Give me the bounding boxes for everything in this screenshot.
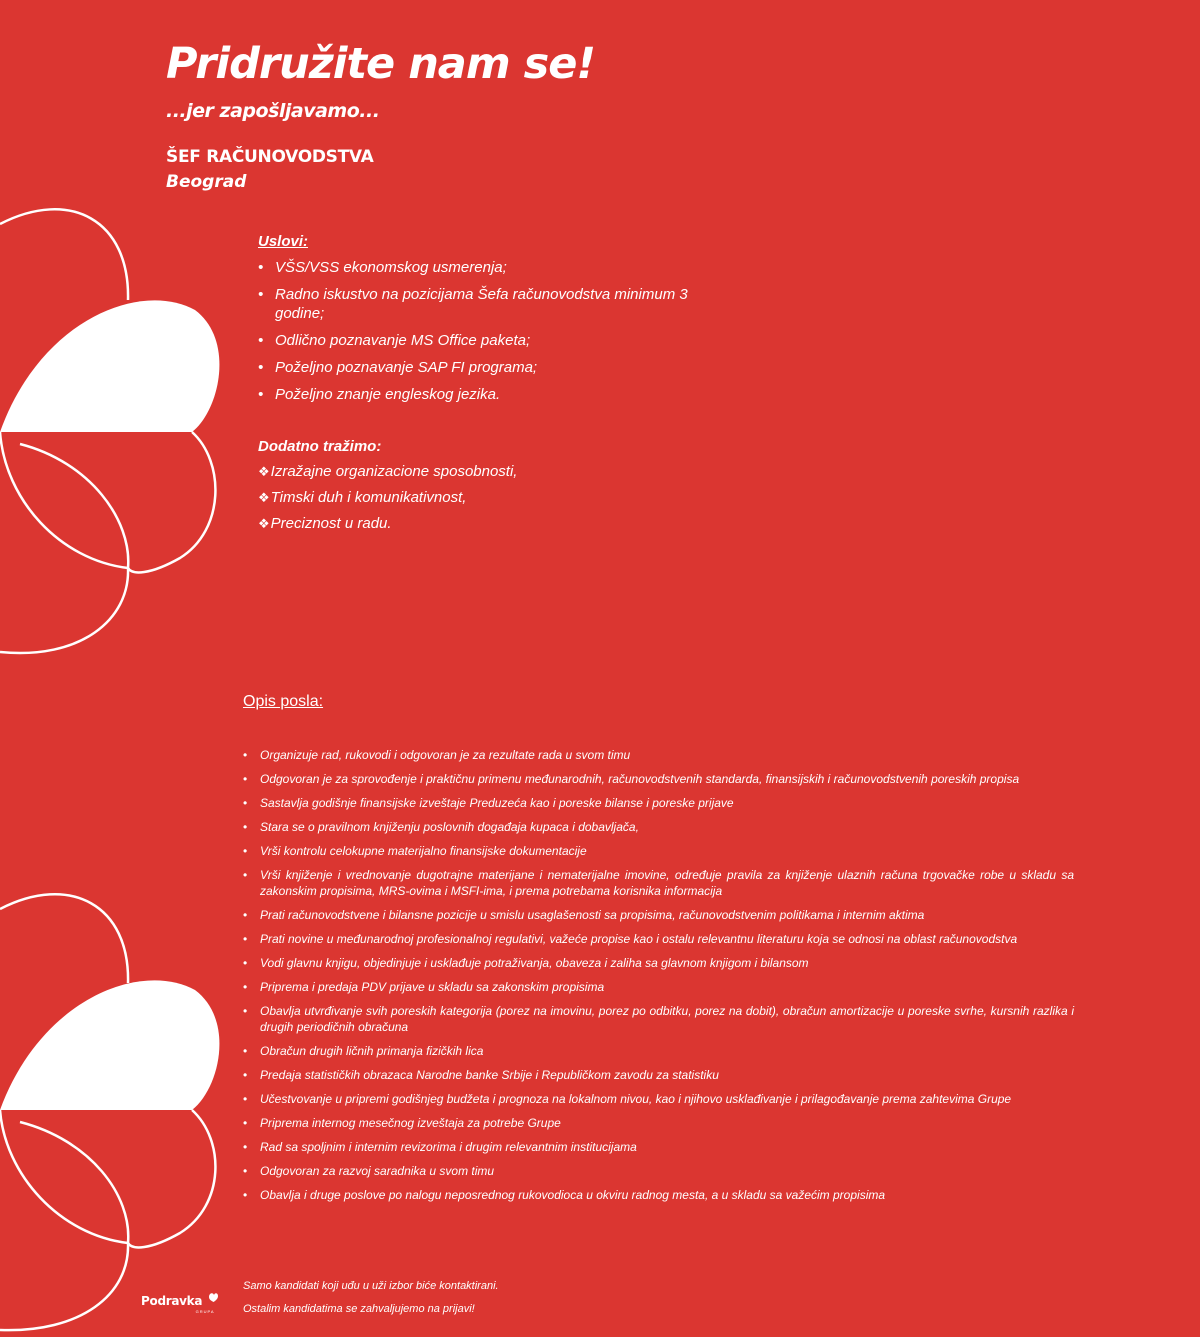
bullet-icon: •	[258, 332, 264, 349]
footer-note-shortlist: Samo kandidati koji uđu u uži izbor biće kontaktirani.	[243, 1280, 499, 1292]
podravka-logo	[141, 1292, 219, 1314]
list-item: • Sastavlja godišnje finansijske izveštaje Preduzeća kao i poreske bilanse i poreske prijave	[243, 796, 734, 810]
bullet-icon: •	[243, 772, 248, 786]
additional-section	[258, 438, 728, 533]
subheadline: ...jer zapošljavamo...	[166, 100, 380, 122]
list-item: • Obavlja i druge poslove po nalogu neposrednog rukovodioca u okviru radnog mesta, a u skladu sa važećim propisima	[243, 1188, 886, 1202]
requirements-list	[258, 258, 728, 404]
bullet-icon: •	[258, 359, 264, 376]
bullet-icon: •	[243, 748, 248, 762]
diamond-bullet-icon: ❖	[258, 490, 270, 505]
bullet-icon: •	[243, 932, 248, 946]
list-item: • Predaja statističkih obrazaca Narodne banke Srbije i Republičkom zavodu za statistiku	[243, 1068, 719, 1082]
bullet-icon: •	[243, 908, 248, 922]
bullet-icon: •	[258, 286, 264, 303]
list-item: • Stara se o pravilnom knjiženju poslovnih događaja kupaca i dobavljača,	[243, 820, 639, 834]
bullet-icon: •	[243, 796, 248, 810]
page-title: Pridružite nam se!	[166, 39, 595, 89]
bullet-icon: •	[258, 259, 264, 276]
list-item: • Odgovoran za razvoj saradnika u svom timu	[243, 1164, 495, 1178]
logo-subtext: GRUPA	[195, 1309, 215, 1314]
footer-note-thanks: Ostalim kandidatima se zahvaljujemo na prijavi!	[243, 1303, 475, 1315]
list-item: ❖Preciznost u radu.	[258, 515, 392, 532]
bullet-icon: •	[243, 1004, 248, 1018]
list-item: • Prati računovodstvene i bilansne pozicije u smislu usaglašenosti sa propisima, računovodstvenim politikama i internim aktima	[243, 908, 925, 922]
heart-petal-decoration-lower-icon	[0, 885, 230, 1337]
bullet-icon: •	[243, 1188, 248, 1202]
duties-list	[243, 747, 1074, 1211]
duties-heading: Opis posla:	[243, 693, 324, 710]
additional-list	[258, 462, 728, 533]
logo-wordmark: Podravka	[141, 1294, 203, 1308]
bullet-icon: •	[243, 1044, 248, 1058]
heart-petal-decoration-icon	[0, 200, 230, 670]
requirements-section	[258, 233, 728, 404]
bullet-icon: •	[243, 1140, 248, 1154]
bullet-icon: •	[243, 1092, 248, 1106]
bullet-icon: •	[243, 980, 248, 994]
additional-heading: Dodatno tražimo:	[258, 438, 382, 455]
list-item: • Organizuje rad, rukovodi i odgovoran je za rezultate rada u svom timu	[243, 748, 631, 762]
diamond-bullet-icon: ❖	[258, 516, 270, 531]
list-item: ❖Timski duh i komunikativnost,	[258, 489, 467, 506]
list-item: • Prati novine u međunarodnoj profesionalnoj regulativi, važeće propise kao i ostalu relevantnu literaturu koja se odnosi na oblast računovodstva	[243, 932, 1018, 946]
list-item: • Priprema i predaja PDV prijave u skladu sa zakonskim propisima	[243, 980, 605, 994]
list-item: • Poželjno znanje engleskog jezika.	[258, 386, 501, 403]
position-location: Beograd	[166, 172, 247, 192]
list-item: • Učestvovanje u pripremi godišnjeg budžeta i prognoza na lokalnom nivou, kao i njihovo usklađivanje i prilagođavanje prema zahtevima Grupe	[243, 1092, 1012, 1106]
list-item: • Poželjno poznavanje SAP FI programa;	[258, 359, 538, 376]
list-item: • VŠS/VSS ekonomskog usmerenja;	[258, 259, 507, 276]
logo-heart-icon	[208, 1292, 219, 1303]
bullet-icon: •	[243, 820, 248, 834]
diamond-bullet-icon: ❖	[258, 464, 270, 479]
bullet-icon: •	[243, 1068, 248, 1082]
requirements-heading: Uslovi:	[258, 233, 309, 250]
list-item: • Vodi glavnu knjigu, objedinjuje i usklađuje potraživanja, obaveza i zaliha sa glavnom knjigom i bilansom	[243, 956, 809, 970]
list-item: • Obračun drugih ličnih primanja fizičkih lica	[243, 1044, 484, 1058]
list-item: • Obavlja utvrđivanje svih poreskih kategorija (porez na imovinu, porez po odbitku, porez na dobit), obračun amortizacije u poreske svrhe, kursnih razlika i drugih periodičnih obračuna	[243, 1004, 1074, 1034]
list-item: • Radno iskustvo na pozicijama Šefa računovodstva minimum 3 godine;	[258, 286, 688, 322]
bullet-icon: •	[243, 1116, 248, 1130]
bullet-icon: •	[243, 868, 248, 882]
list-item: ❖Izražajne organizacione sposobnosti,	[258, 463, 518, 480]
list-item: • Rad sa spoljnim i internim revizorima i drugim relevantnim institucijama	[243, 1140, 637, 1154]
list-item: • Priprema internog mesečnog izveštaja za potrebe Grupe	[243, 1116, 561, 1130]
bullet-icon: •	[258, 386, 264, 403]
list-item: • Vrši knjiženje i vrednovanje dugotrajne materijane i nematerijalne imovine, određuje pravila za knjiženje ulaznih računa trgovačke robe u skladu sa zakonskim propisima, MRS-ovima i MSFI-ima, i prema potrebama korisnika informacija	[243, 868, 1074, 898]
bullet-icon: •	[243, 956, 248, 970]
list-item: • Vrši kontrolu celokupne materijalno finansijske dokumentacije	[243, 844, 587, 858]
list-item: • Odlično poznavanje MS Office paketa;	[258, 332, 531, 349]
bullet-icon: •	[243, 844, 248, 858]
bullet-icon: •	[243, 1164, 248, 1178]
list-item: • Odgovoran je za sprovođenje i praktičnu primenu međunarodnih, računovodstvenih standarda, finansijskih i računovodstvenih poreskih propisa	[243, 772, 1020, 786]
position-title: ŠEF RAČUNOVODSTVA	[166, 147, 374, 167]
